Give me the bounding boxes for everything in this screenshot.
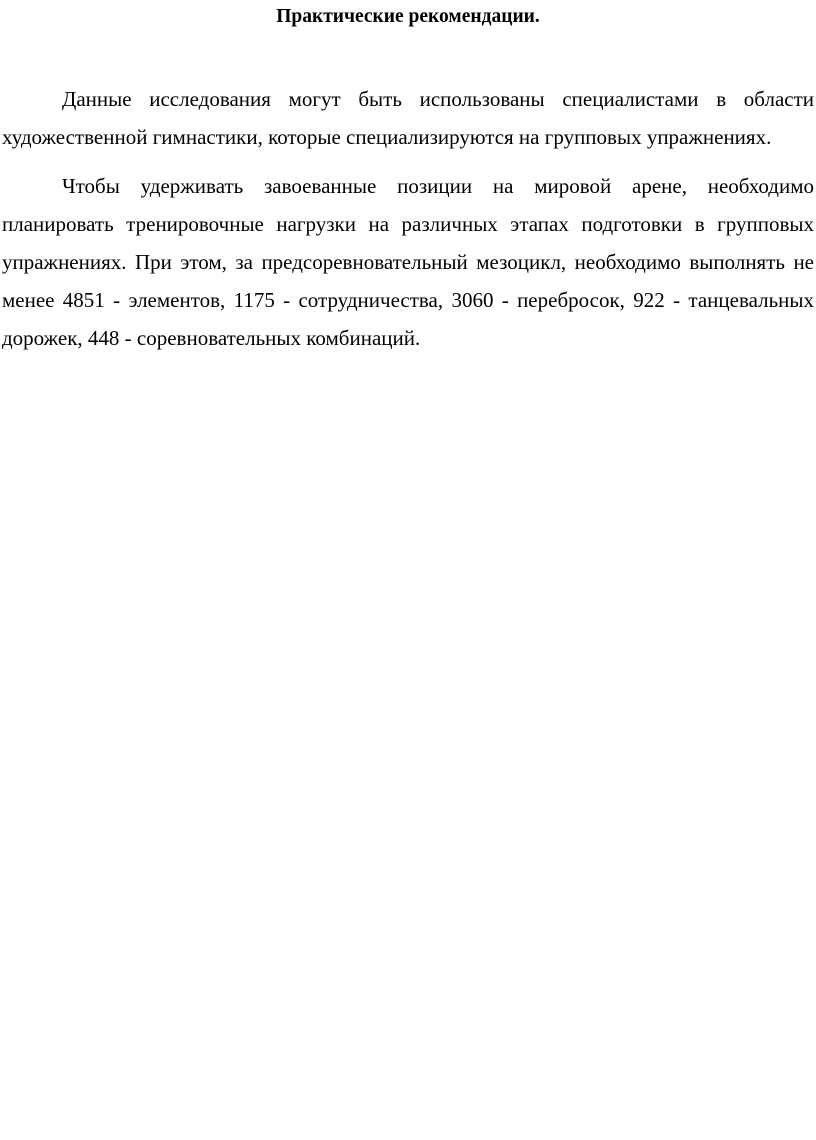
title-spacer [2,32,814,80]
page-title: Практические рекомендации. [276,6,540,27]
paragraph-2: Чтобы удерживать завоеванные позиции на мировой арене, необходимо планировать тренировочные нагрузки на различных этапах подготовки в групповых упражнениях. При этом, за предсоревновательный мезоцикл, необходимо выполнять не менее 4851 - элементов, 1175 - сотрудничества, 3060 - перебросок, 922 - танцевальных дорожек, 448 - соревновательных комбинаций. [2,174,814,350]
paragraph-1: Данные исследования могут быть использованы специалистами в области художественной гимнастики, которые специализируются на групповых упражнениях. [2,87,814,149]
